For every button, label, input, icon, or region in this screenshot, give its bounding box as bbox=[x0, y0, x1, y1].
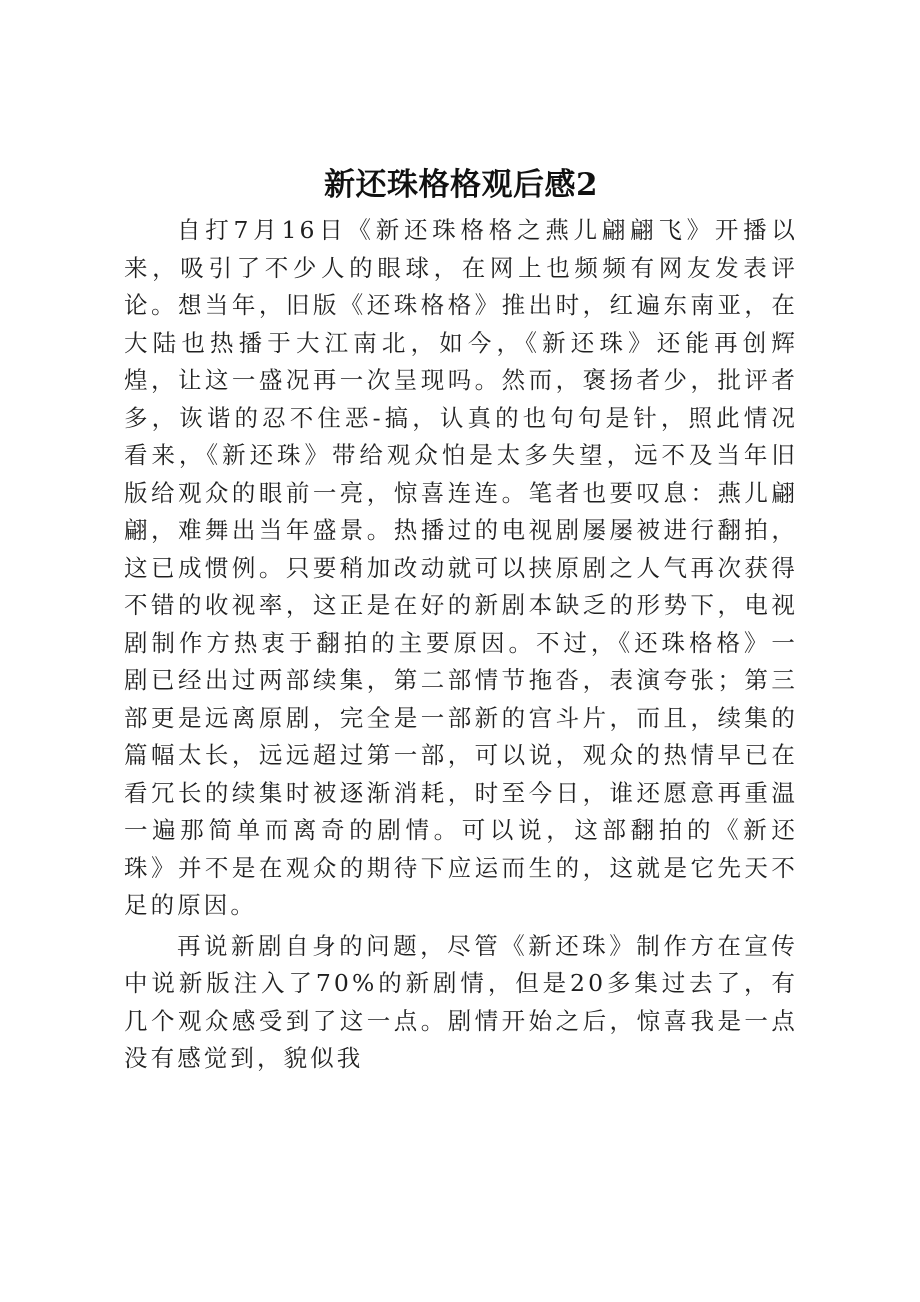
document-page bbox=[124, 160, 798, 1078]
paragraph-1: 自打7月16日《新还珠格格之燕儿翩翩飞》开播以来，吸引了不少人的眼球，在网上也频频有网友发表评论。想当年，旧版《还珠格格》推出时，红遍东南亚，在大陆也热播于大江南北，如今，《新还珠》还能再创辉煌，让这一盛况再一次呈现吗。然而，褒扬者少，批评者多，诙谐的忍不住恶-搞，认真的也句句是针，照此情况看来，《新还珠》带给观众怕是太多失望，远不及当年旧版给观众的眼前一亮，惊喜连连。笔者也要叹息：燕儿翩翩，难舞出当年盛景。热播过的电视剧屡屡被进行翻拍，这已成惯例。只要稍加改动就可以挟原剧之人气再次获得不错的收视率，这正是在好的新剧本缺乏的形势下，电视剧制作方热衷于翻拍的主要原因。不过，《还珠格格》一剧已经出过两部续集，第二部情节拖沓，表演夸张；第三部更是远离原剧，完全是一部新的宫斗片，而且，续集的篇幅太长，远远超过第一部，可以说，观众的热情早已在看冗长的续集时被逐渐消耗，时至今日，谁还愿意再重温一遍那简单而离奇的剧情。可以说，这部翻拍的《新还珠》并不是在观众的期待下应运而生的，这就是它先天不足的原因。 bbox=[124, 216, 798, 919]
document-title: 新还珠格格观后感2 bbox=[323, 167, 599, 203]
paragraph-2: 再说新剧自身的问题，尽管《新还珠》制作方在宣传中说新版注入了70%的新剧情，但是20多集过去了，有几个观众感受到了这一点。剧情开始之后，惊喜我是一点没有感觉到，貌似我 bbox=[124, 931, 798, 1072]
